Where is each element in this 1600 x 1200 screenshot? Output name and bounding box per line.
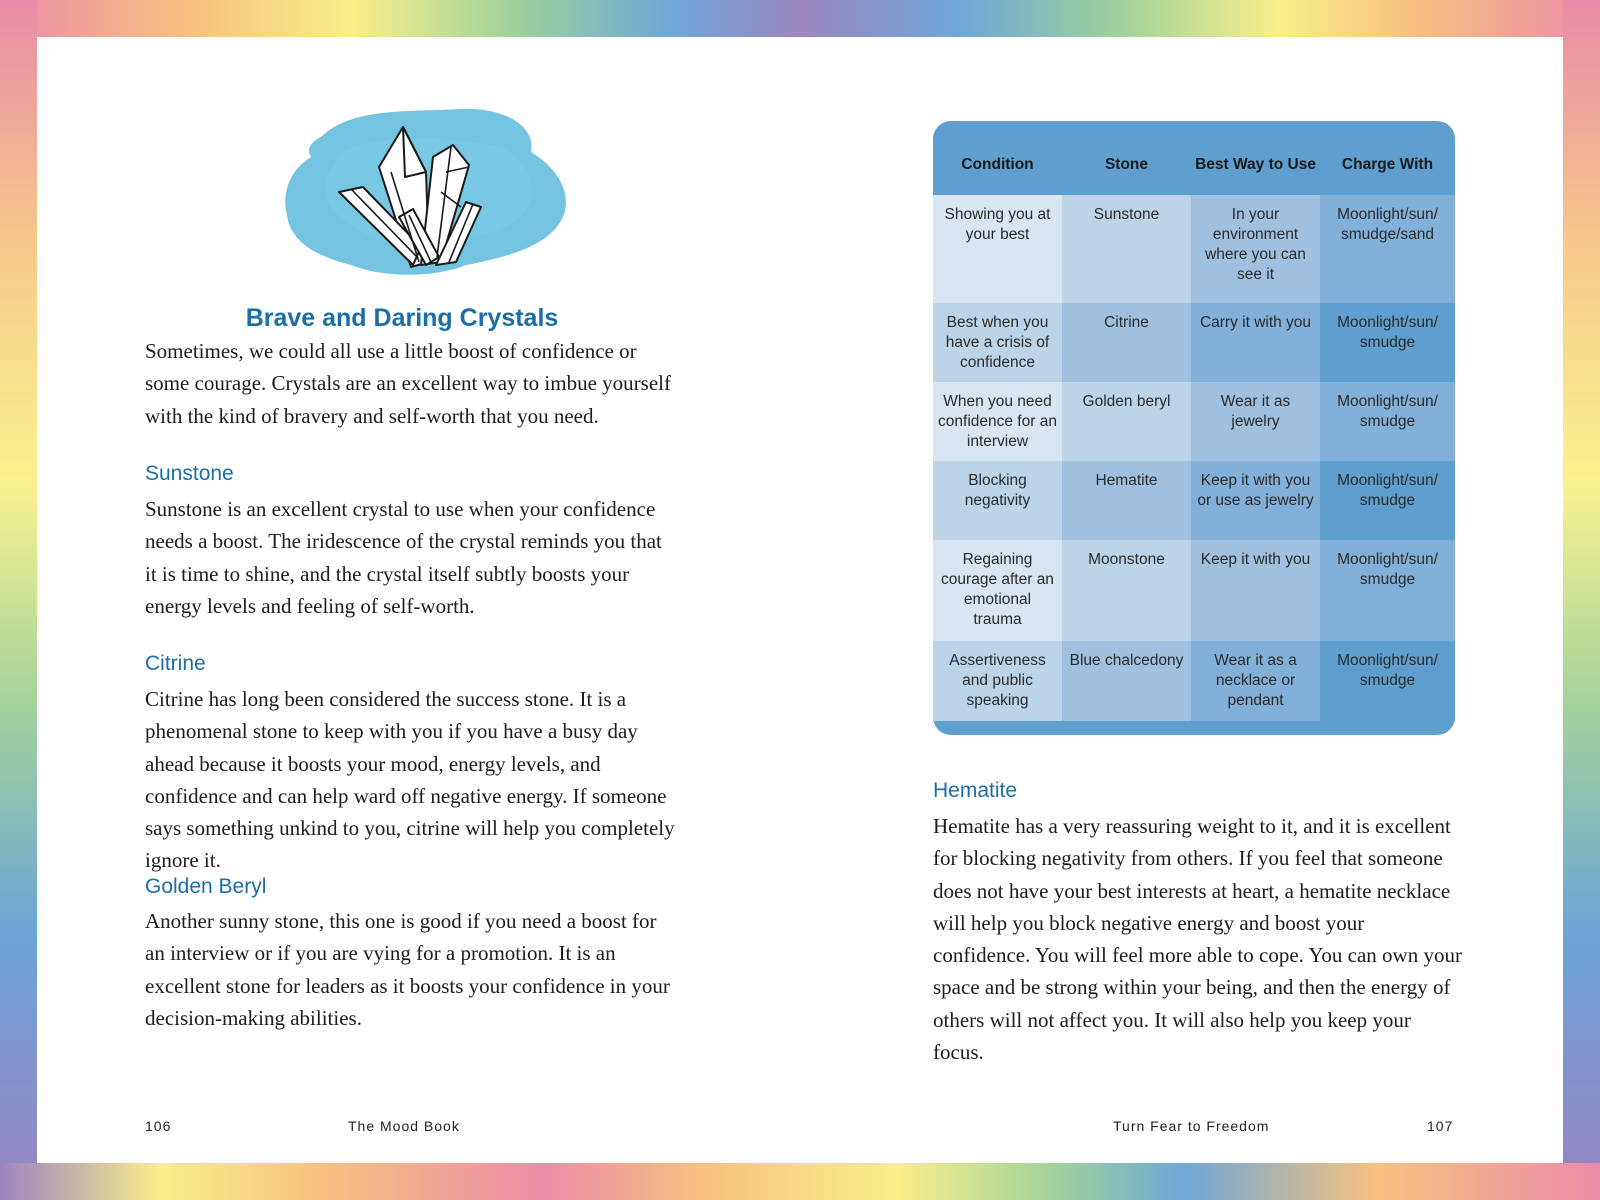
table-row — [933, 641, 1455, 721]
book-spread — [37, 37, 1563, 1163]
table-cell: Citrine — [1062, 303, 1191, 382]
table-cell: Regaining courage after an emotional trauma — [933, 540, 1062, 641]
hematite-paragraph: Hematite has a very reassuring weight to it, and it is excellent for blocking negativity from others. If you feel that someone does not have your best interests at heart, a hematite necklace will help you block negative energy and boost your confidence. You will feel more able to cope. You can own your space and be strong within your being, and then the energy of others will not affect you. It will also help you keep your focus. — [933, 814, 1462, 1065]
table-cell: Moonlight/sun/ smudge — [1320, 382, 1455, 461]
table-row — [933, 461, 1455, 540]
sunstone-paragraph: Sunstone is an excellent crystal to use when your confidence needs a boost. The iridescence of the crystal reminds you that it is time to shine, and the crystal itself subtly boosts your energy levels and feeling of self-worth. — [145, 497, 662, 618]
crystal-table — [933, 121, 1455, 735]
table-cell: Moonlight/sun/ smudge — [1320, 540, 1455, 641]
table-cell: Assertiveness and public speaking — [933, 641, 1062, 721]
header-best-way: Best Way to Use — [1195, 156, 1316, 173]
table-cell: Hematite — [1062, 461, 1191, 540]
book-title-footer: The Mood Book — [348, 1118, 460, 1134]
table-cell: Best when you have a crisis of confidence — [933, 303, 1062, 382]
table-cell: Golden beryl — [1062, 382, 1191, 461]
sunstone-heading: Sunstone — [145, 462, 234, 485]
hematite-heading: Hematite — [933, 779, 1018, 802]
left-page-number: 106 — [145, 1118, 172, 1134]
intro-paragraph: Sometimes, we could all use a little boost of confidence or some courage. Crystals are an excellent way to imbue yourself with the kind of bravery and self-worth that you need. — [145, 339, 671, 428]
right-page-number: 107 — [1427, 1118, 1454, 1134]
rainbow-border-bottom — [0, 1163, 1600, 1200]
table-cell: Wear it as jewelry — [1191, 382, 1320, 461]
table-cell: Wear it as a necklace or pendant — [1191, 641, 1320, 721]
header-charge-with: Charge With — [1341, 156, 1434, 173]
table-cell: Moonlight/sun/ smudge — [1320, 461, 1455, 540]
rainbow-border-left — [0, 0, 37, 1200]
page-title: Brave and Daring Crystals — [245, 304, 559, 332]
table-cell: Blocking negativity — [933, 461, 1062, 540]
table-cell: Moonlight/sun/ smudge — [1320, 641, 1455, 721]
table-cell: Carry it with you — [1191, 303, 1320, 382]
citrine-heading: Citrine — [145, 652, 206, 675]
table-row — [933, 382, 1455, 461]
table-cell: Moonlight/sun/ smudge — [1320, 303, 1455, 382]
table-cell: In your environment where you can see it — [1191, 195, 1320, 303]
table-cell: Keep it with you or use as jewelry — [1191, 461, 1320, 540]
table-cell: Moonstone — [1062, 540, 1191, 641]
table-cell: Sunstone — [1062, 195, 1191, 303]
table-row — [933, 540, 1455, 641]
table-row — [933, 195, 1455, 303]
chapter-title-footer: Turn Fear to Freedom — [1113, 1118, 1270, 1134]
golden-beryl-heading: Golden Beryl — [145, 875, 267, 898]
rainbow-border-right — [1563, 0, 1600, 1200]
table-cell: When you need confidence for an interview — [933, 382, 1062, 461]
header-stone: Stone — [1104, 156, 1149, 173]
crystal-cluster-icon — [281, 97, 581, 282]
table-row — [933, 303, 1455, 382]
table-cell: Keep it with you — [1191, 540, 1320, 641]
table-cell: Moonlight/sun/ smudge/sand — [1320, 195, 1455, 303]
table-cell: Showing you at your best — [933, 195, 1062, 303]
table-cell: Blue chalcedony — [1062, 641, 1191, 721]
header-condition: Condition — [961, 156, 1034, 173]
citrine-paragraph: Citrine has long been considered the success stone. It is a phenomenal stone to keep with you if you have a busy day ahead because it boosts your mood, energy levels, and confidence and can help ward off negative energy. If someone says something unkind to you, citrine will help you completely ignore it. — [145, 687, 675, 873]
golden-beryl-paragraph: Another sunny stone, this one is good if you need a boost for an interview or if you are vying for a promotion. It is an excellent stone for leaders as it boosts your confidence in your decision-making abilities. — [145, 909, 670, 1030]
